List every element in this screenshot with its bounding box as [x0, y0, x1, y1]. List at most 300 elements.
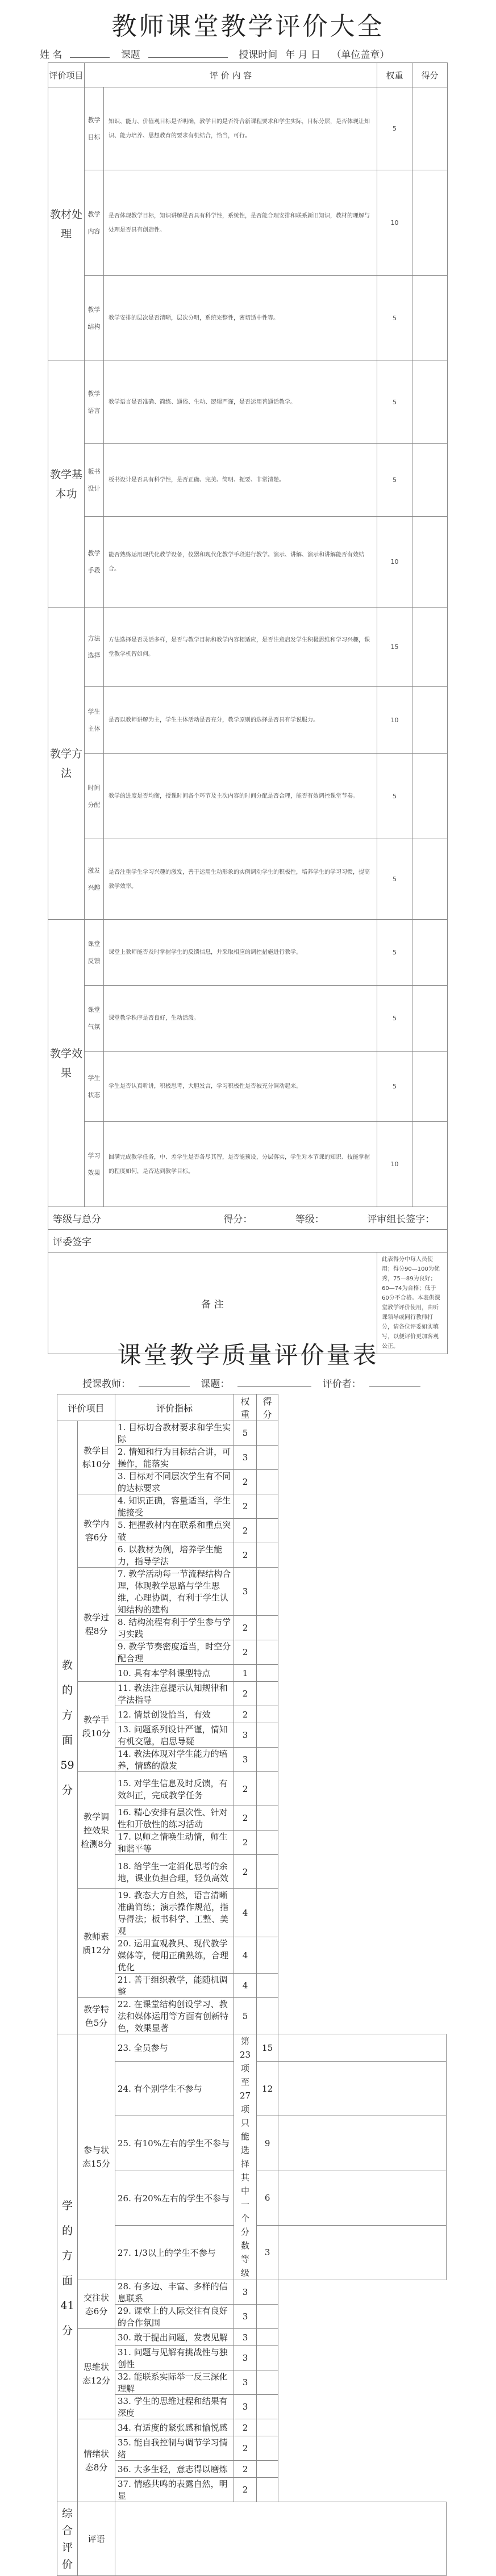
weight-value: 5 — [377, 986, 412, 1052]
score-cell[interactable] — [257, 1494, 278, 1519]
indicator-cell: 2. 情知和行为目标结合讲，可操作，能落实 — [115, 1446, 234, 1470]
sub-item: 学生状态 — [85, 1052, 104, 1122]
weight-value: 3 — [257, 2225, 278, 2280]
subject-label: 课题 — [120, 49, 140, 61]
remark-label: 备 注 — [48, 1253, 377, 1354]
indicator-cell: 1. 目标切合教材要求和学生实际 — [115, 1421, 234, 1446]
weight-value: 2 — [234, 1806, 257, 1831]
indicator-text: 情景创设恰当，有效 — [134, 1710, 211, 1720]
sub-item: 激发兴趣 — [85, 839, 104, 920]
indicator-text: 全员参与 — [134, 2043, 168, 2054]
weight-value: 3 — [234, 2370, 257, 2395]
indicator-cell: 24. 有个别学生不参与 — [115, 2062, 234, 2116]
section-name: 交往状态6分 — [78, 2280, 115, 2329]
score-cell[interactable] — [257, 2395, 278, 2419]
section-name: 教师素质12分 — [78, 1889, 115, 1998]
indicator-no: 37 — [118, 2479, 129, 2489]
indicator-cell: 26. 有20%左右的学生不参与 — [115, 2171, 234, 2225]
score-cell[interactable] — [257, 1421, 278, 1446]
indicator-cell: 34. 有适度的紧张感和愉悦感 — [115, 2419, 234, 2436]
score-cell[interactable] — [278, 2116, 447, 2171]
weight-value: 10 — [377, 1122, 412, 1207]
score-cell[interactable] — [278, 2225, 447, 2280]
table-row — [57, 1748, 447, 1772]
column-project: 评价项目 — [57, 1394, 115, 1421]
indicator-no: 17 — [118, 1832, 129, 1842]
section-name: 教学过程8分 — [78, 1568, 115, 1682]
indicator-no: 15 — [118, 1778, 129, 1788]
indicator-no: 20 — [118, 1938, 129, 1949]
score-cell[interactable] — [257, 1446, 278, 1470]
indicator-no: 9 — [118, 1641, 123, 1652]
score-cell[interactable] — [257, 2280, 278, 2305]
score-cell[interactable] — [257, 1616, 278, 1640]
indicator-text: 敢于提出问题，发表见解 — [134, 2332, 228, 2343]
indicator-no: 2 — [118, 1447, 123, 1457]
indicator-no: 1 — [118, 1422, 123, 1432]
score-cell[interactable] — [257, 1682, 278, 1706]
section-name: 教学内容6分 — [78, 1494, 115, 1568]
weight-value: 5 — [377, 276, 412, 361]
score-cell[interactable] — [257, 1772, 278, 1806]
table-row — [57, 2370, 447, 2395]
grade-row — [48, 1207, 448, 1230]
weight-value: 2 — [234, 2478, 257, 2502]
indicator-no: 36 — [118, 2464, 129, 2474]
table-row — [57, 1568, 447, 1616]
indicator-cell: 16. 精心安排有层次性、针对性和开放性的练习活动 — [115, 1806, 234, 1831]
weight-value: 2 — [234, 1682, 257, 1706]
indicator-no: 5 — [118, 1520, 123, 1530]
weight-value: 5 — [377, 1052, 412, 1122]
indicator-cell: 7. 教学活动每一节流程结构合理，体现教学思路与学生思维，心理协调，有利于学生认知结构的建构 — [115, 1568, 234, 1616]
criterion-text: 是否以教师讲解为主，学生主体活动是否充分，教学原则的选择是否具有学说服力。 — [104, 687, 377, 754]
table-row — [57, 1998, 447, 2034]
weight-value: 2 — [234, 2436, 257, 2461]
table-row — [57, 1519, 447, 1543]
indicator-no: 29 — [118, 2306, 129, 2316]
weight-value: 3 — [234, 2305, 257, 2329]
score-cell[interactable] — [257, 1543, 278, 1568]
criterion-text: 是否注重学生学习兴趣的激发，善于运用生动形象的实例调动学生的积极性，培养学生的学习习惯，提高教学效率。 — [104, 839, 377, 920]
score-cell[interactable] — [412, 920, 448, 986]
table-row — [57, 1889, 447, 1937]
score-cell[interactable] — [412, 170, 448, 276]
table-row — [57, 2329, 447, 2346]
weight-value: 5 — [377, 87, 412, 170]
criterion-text: 教学语言是否准确、简练、通俗、生动、逻辑严谨，是否运用普通话教学。 — [104, 361, 377, 444]
indicator-text: 以师之情唤生动情，师生和谐平等 — [118, 1832, 228, 1854]
indicator-no: 23 — [118, 2043, 129, 2054]
indicator-cell: 15. 对学生信息及时反馈，有效纠正，完成教学任务 — [115, 1772, 234, 1806]
indicator-no: 3 — [118, 1471, 123, 1481]
table-row — [57, 1640, 447, 1665]
indicator-cell: 3. 目标对不同层次学生有不同的达标要求 — [115, 1470, 234, 1494]
time-label: 授课时间 — [239, 49, 278, 61]
indicator-text: 有个别学生不参与 — [134, 2084, 202, 2095]
weight-value: 6 — [257, 2171, 278, 2225]
column-score: 得分 — [257, 1394, 278, 1421]
indicator-cell: 9. 教学节奏密度适当，时空分配合理 — [115, 1640, 234, 1665]
name-field[interactable] — [70, 57, 110, 58]
table-row — [57, 2478, 447, 2502]
indicator-text: 教法体现对学生能力的培养，情感的激发 — [118, 1749, 228, 1771]
weight-value: 5 — [234, 1998, 257, 2034]
indicator-no: 28 — [118, 2281, 129, 2292]
criterion-text: 教学安排的层次是否清晰，层次分明，系统完整性，密切适中性等。 — [104, 276, 377, 361]
indicator-cell: 23. 全员参与 — [115, 2034, 234, 2062]
indicator-text: 教法注意提示认知规律和学法指导 — [118, 1683, 228, 1705]
score-cell[interactable] — [257, 1889, 278, 1937]
weight-value: 2 — [234, 1855, 257, 1889]
table-row — [57, 1723, 447, 1748]
score-cell[interactable] — [257, 2329, 278, 2346]
indicator-cell: 8. 结构流程有利于学生参与学习实践 — [115, 1616, 234, 1640]
indicator-cell: 12. 情景创设恰当，有效 — [115, 1706, 234, 1723]
table-row — [57, 1616, 447, 1640]
teaching-evaluation-table — [48, 62, 448, 1354]
table-row — [57, 1494, 447, 1519]
indicator-no: 19 — [118, 1890, 129, 1900]
weight-value: 2 — [234, 1772, 257, 1806]
indicator-text: 有20%左右的学生不参与 — [134, 2193, 230, 2204]
weight-value: 10 — [377, 517, 412, 608]
indicator-text: 目标对不同层次学生有不同的达标要求 — [118, 1471, 231, 1493]
indicator-cell: 17. 以师之情唤生动情，师生和谐平等 — [115, 1831, 234, 1855]
score-cell[interactable] — [412, 276, 448, 361]
column-content: 评 价 内 容 — [85, 63, 377, 87]
score-cell[interactable] — [257, 2478, 278, 2502]
indicator-cell: 5. 把握教材内在联系和重点突破 — [115, 1519, 234, 1543]
score-cell[interactable] — [412, 361, 448, 444]
indicator-text: 有多边、丰富、多样的信息联系 — [118, 2281, 228, 2303]
score-cell[interactable] — [257, 1974, 278, 1998]
score-label: 得分： — [223, 1214, 253, 1225]
weight-value: 15 — [257, 2034, 278, 2062]
weight-value: 3 — [234, 2329, 257, 2346]
sub-item: 教学手段 — [85, 517, 104, 608]
indicator-no: 11 — [118, 1683, 129, 1693]
weight-value: 5 — [377, 754, 412, 839]
indicator-cell: 31. 问题与见解有挑战性与独创性 — [115, 2346, 234, 2370]
weight-value: 4 — [234, 1974, 257, 1998]
table-row — [57, 2305, 447, 2329]
summary-comment[interactable] — [115, 2502, 447, 2576]
indicator-no: 10 — [118, 1668, 129, 1678]
score-cell[interactable] — [412, 444, 448, 517]
table-row — [57, 1470, 447, 1494]
subject-field[interactable] — [148, 57, 228, 58]
indicator-text: 1/3以上的学生不参与 — [134, 2247, 216, 2258]
indicator-text: 目标切合教材要求和学生实际 — [118, 1422, 231, 1444]
group-name: 教材处理 — [48, 87, 85, 361]
indicator-text: 运用直观教具、现代教学媒体等，使用正确熟练，合理优化 — [118, 1938, 229, 1972]
indicator-cell: 18. 给学生一定消化思考的余地，课业负担合理，轻负高效 — [115, 1855, 234, 1889]
score-cell[interactable] — [257, 1831, 278, 1855]
summary-name: 综合评价 — [57, 2502, 78, 2576]
group-name: 教学方法 — [48, 608, 85, 920]
indicator-cell: 28. 有多边、丰富、多样的信息联系 — [115, 2280, 234, 2305]
score-cell[interactable] — [257, 2346, 278, 2370]
indicator-text: 问题系列设计严谨，情知有机交融，启思导疑 — [118, 1724, 228, 1746]
indicator-no: 33 — [118, 2396, 129, 2406]
weight-value: 3 — [234, 1446, 257, 1470]
score-cell[interactable] — [257, 2370, 278, 2395]
weight-value: 2 — [234, 1706, 257, 1723]
sub-item: 教学目标 — [85, 87, 104, 170]
indicator-no: 14 — [118, 1749, 129, 1759]
table-row — [57, 2419, 447, 2436]
section-name: 情绪状态8分 — [78, 2419, 115, 2502]
indicator-text: 结构流程有利于学生参与学习实践 — [118, 1617, 231, 1639]
sub-item: 课堂反馈 — [85, 920, 104, 986]
indicator-no: 26 — [118, 2193, 129, 2204]
indicator-no: 27 — [118, 2247, 129, 2258]
indicator-cell: 20. 运用直观教具、现代教学媒体等，使用正确熟练，合理优化 — [115, 1937, 234, 1974]
stamp-note: （单位盖章） — [331, 49, 390, 61]
section-name: 教学特色5分 — [78, 1998, 115, 2034]
indicator-no: 32 — [118, 2372, 129, 2382]
score-cell[interactable] — [257, 1748, 278, 1772]
indicator-cell: 27. 1/3以上的学生不参与 — [115, 2225, 234, 2280]
weight-value: 4 — [234, 1889, 257, 1937]
weight-value: 3 — [234, 2395, 257, 2419]
weight-value: 10 — [377, 170, 412, 276]
indicator-text: 有适度的紧张感和愉悦感 — [134, 2423, 228, 2433]
score-cell[interactable] — [257, 1665, 278, 1682]
indicator-no: 12 — [118, 1710, 129, 1720]
sub-item: 教学内容 — [85, 170, 104, 276]
form1-title: 教师课堂教学评价大全 — [111, 12, 385, 41]
indicator-cell: 4. 知识正确，容量适当，学生能接受 — [115, 1494, 234, 1519]
table-row — [57, 2346, 447, 2370]
score-cell[interactable] — [257, 1568, 278, 1616]
column-project: 评价项目 — [48, 63, 85, 87]
indicator-no: 35 — [118, 2437, 129, 2448]
weight-value: 2 — [234, 1543, 257, 1568]
weight-value: 3 — [234, 1748, 257, 1772]
weight-value: 5 — [377, 839, 412, 920]
weight-value: 2 — [234, 1831, 257, 1855]
weight-value: 2 — [234, 2461, 257, 2478]
sub-item: 教学语言 — [85, 361, 104, 444]
table-row — [57, 1421, 447, 1446]
score-cell[interactable] — [278, 2034, 447, 2062]
form1-header — [40, 47, 397, 61]
score-cell[interactable] — [257, 1998, 278, 2034]
table-row — [57, 1665, 447, 1682]
weight-value: 12 — [257, 2062, 278, 2116]
indicator-text: 问题与见解有挑战性与独创性 — [118, 2347, 228, 2369]
teacher-label: 授课教师： — [82, 1379, 131, 1390]
weight-value: 5 — [377, 361, 412, 444]
indicator-text: 精心安排有层次性、针对性和开放性的练习活动 — [118, 1807, 228, 1829]
weight-value: 5 — [377, 444, 412, 517]
indicator-cell: 37. 情感共鸣的表露自然，明显 — [115, 2478, 234, 2502]
indicator-text: 教学节奏密度适当，时空分配合理 — [118, 1641, 231, 1664]
indicator-text: 课堂上的人际交往有良好的合作氛围 — [118, 2306, 228, 2328]
indicator-cell: 19. 教态大方自然，语言清晰准确简练；演示操作规范，指导得法；板书科学、工整、美观 — [115, 1889, 234, 1937]
weight-value: 3 — [234, 1723, 257, 1748]
form2-header — [82, 1376, 428, 1390]
indicator-cell: 11. 教法注意提示认知规律和学法指导 — [115, 1682, 234, 1706]
indicator-text: 学生的思维过程和结果有深度 — [118, 2396, 228, 2418]
indicator-text: 教学活动每一节流程结构合理，体现教学思路与学生思维，心理协调，有利于学生认知结构的建构 — [118, 1569, 231, 1615]
criterion-text: 能否熟练运用现代化教学设备，仪器和现代化教学手段进行教学。演示、讲解、演示和讲解能否有效结合。 — [104, 517, 377, 608]
indicator-text: 对学生信息及时反馈，有效纠正，完成教学任务 — [118, 1778, 228, 1800]
weight-value: 5 — [234, 1421, 257, 1446]
subject-label: 课题： — [201, 1379, 230, 1390]
indicator-cell: 13. 问题系列设计严谨，情知有机交融，启思导疑 — [115, 1723, 234, 1748]
criterion-text: 学生是否认真听讲，积极思考，大胆发言，学习积极性是否被充分调动起来。 — [104, 1052, 377, 1122]
score-cell[interactable] — [257, 1723, 278, 1748]
criterion-text: 知识、能力、价值观目标是否明确，教学目的是否符合新课程要求和学生实际，目标分层，是否体现让知识、能力培养、思想教育的要求有机结合，恰当，可行。 — [104, 87, 377, 170]
indicator-text: 情知和行为目标结合讲，可操作，能落实 — [118, 1447, 231, 1469]
criterion-text: 是否体现教学目标，知识讲解是否具有科学性，系统性，是否能合理安排和联系新旧知识，教材的理解与处理是否具有创造性。 — [104, 170, 377, 276]
weight-value: 2 — [234, 2419, 257, 2436]
name-label: 姓 名 — [40, 49, 62, 61]
score-cell[interactable] — [257, 1806, 278, 1831]
weight-value: 2 — [234, 1640, 257, 1665]
indicator-cell: 25. 有10%左右的学生不参与 — [115, 2116, 234, 2171]
indicator-text: 大多生轻，意志得以磨炼 — [134, 2464, 228, 2474]
table-row — [57, 1772, 447, 1806]
score-cell[interactable] — [412, 754, 448, 839]
sub-item: 课堂气氛 — [85, 986, 104, 1052]
criterion-text: 课堂教学秩序是否良好，生动活泼。 — [104, 986, 377, 1052]
table-row — [57, 2436, 447, 2461]
grade-label: 等级与总分 — [53, 1214, 101, 1225]
score-cell[interactable] — [257, 1937, 278, 1974]
category-name: 学的方面41分 — [57, 2034, 78, 2502]
indicator-text: 知识正确，容量适当，学生能接受 — [118, 1496, 231, 1518]
indicator-text: 把握教材内在联系和重点突破 — [118, 1520, 231, 1542]
sub-item: 方法选择 — [85, 608, 104, 687]
score-cell[interactable] — [257, 1706, 278, 1723]
weight-value: 2 — [234, 1519, 257, 1543]
group-name: 教学效果 — [48, 920, 85, 1207]
table-row — [57, 2034, 447, 2062]
indicator-no: 16 — [118, 1807, 129, 1817]
score-cell[interactable] — [278, 2171, 447, 2225]
sub-item: 板书设计 — [85, 444, 104, 517]
score-cell[interactable] — [412, 87, 448, 170]
weight-value: 9 — [257, 2116, 278, 2171]
sub-item: 教学结构 — [85, 276, 104, 361]
indicator-cell: 14. 教法体现对学生能力的培养，情感的激发 — [115, 1748, 234, 1772]
sub-item: 学习效果 — [85, 1122, 104, 1207]
score-cell[interactable] — [257, 1855, 278, 1889]
level-label: 等级： — [295, 1214, 324, 1225]
indicator-no: 8 — [118, 1617, 123, 1627]
indicator-text: 在课堂结构创设学习、教法和媒体运用等方面有创新特色，效果显著 — [118, 1999, 229, 2033]
score-cell[interactable] — [412, 839, 448, 920]
score-cell[interactable] — [257, 2419, 278, 2436]
indicator-no: 13 — [118, 1724, 129, 1735]
indicator-no: 18 — [118, 1861, 129, 1871]
criterion-text: 板书设计是否具有科学性，是否正确、完美、简明、扼要、非常清楚。 — [104, 444, 377, 517]
table-row — [57, 1543, 447, 1568]
indicator-text: 教态大方自然，语言清晰准确简练；演示操作规范，指导得法；板书科学、工整、美观 — [118, 1890, 229, 1936]
table-row — [57, 1682, 447, 1706]
score-cell[interactable] — [278, 2062, 447, 2116]
indicator-no: 6 — [118, 1544, 123, 1555]
score-cell[interactable] — [412, 608, 448, 687]
table-row — [57, 1974, 447, 1998]
weight-value: 3 — [234, 2280, 257, 2305]
weight-value: 4 — [234, 1937, 257, 1974]
score-cell[interactable] — [257, 2436, 278, 2461]
indicator-cell: 10. 具有本学科课型特点 — [115, 1665, 234, 1682]
score-cell[interactable] — [412, 986, 448, 1052]
table-row — [57, 2461, 447, 2478]
score-cell[interactable] — [412, 1052, 448, 1122]
quality-evaluation-table — [57, 1394, 447, 2576]
score-cell[interactable] — [257, 2305, 278, 2329]
section-name: 教学手段10分 — [78, 1682, 115, 1772]
indicator-cell: 36. 大多生轻，意志得以磨炼 — [115, 2461, 234, 2478]
score-cell[interactable] — [412, 517, 448, 608]
indicator-text: 能联系实际举一反三深化理解 — [118, 2372, 228, 2394]
category-name: 教的方面59分 — [57, 1421, 78, 2034]
score-cell[interactable] — [257, 1640, 278, 1665]
column-weight: 权重 — [377, 63, 412, 87]
score-cell[interactable] — [257, 2461, 278, 2478]
indicator-cell: 30. 敢于提出问题，发表见解 — [115, 2329, 234, 2346]
form2-title: 课堂教学质量评价量表 — [117, 1341, 379, 1369]
score-cell[interactable] — [412, 1122, 448, 1207]
indicator-no: 22 — [118, 1999, 129, 2009]
weight-value: 2 — [234, 1494, 257, 1519]
score-cell[interactable] — [257, 1519, 278, 1543]
score-cell[interactable] — [412, 687, 448, 754]
table-row — [57, 1831, 447, 1855]
table-row — [57, 1446, 447, 1470]
indicator-cell: 32. 能联系实际举一反三深化理解 — [115, 2370, 234, 2395]
indicator-no: 4 — [118, 1496, 123, 1506]
weight-value: 10 — [377, 687, 412, 754]
date-field[interactable]: 年 月 日 — [285, 49, 321, 61]
summary-label: 评语 — [78, 2502, 115, 2576]
weight-value: 3 — [234, 1568, 257, 1616]
indicator-text: 情感共鸣的表露自然，明显 — [118, 2479, 228, 2501]
table-row — [57, 2280, 447, 2305]
indicator-cell: 22. 在课堂结构创设学习、教法和媒体运用等方面有创新特色，效果显著 — [115, 1998, 234, 2034]
table-row — [57, 1806, 447, 1831]
sub-item: 时间分配 — [85, 754, 104, 839]
indicator-no: 21 — [118, 1975, 129, 1985]
table-row — [57, 2395, 447, 2419]
score-cell[interactable] — [257, 1470, 278, 1494]
table-row — [57, 1855, 447, 1889]
weight-value: 5 — [377, 920, 412, 986]
reviewers-sign-label: 评委签字 — [48, 1230, 448, 1253]
indicator-text: 善于组织教学，能随机调整 — [118, 1975, 228, 1997]
summary-row — [57, 2502, 447, 2576]
criterion-text: 圆满完成教学任务，中、差学生是否各尽其智，是否能预设，分层落实，学生对本节课的知识、技能掌握的程度如何，是否达到教学目标。 — [104, 1122, 377, 1207]
selection-note: 第23项至27项只能选择其中一个分数等级 — [234, 2034, 257, 2280]
sub-item: 学生主体 — [85, 687, 104, 754]
indicator-no: 31 — [118, 2347, 129, 2357]
indicator-text: 具有本学科课型特点 — [134, 1668, 211, 1678]
indicator-no: 30 — [118, 2332, 129, 2343]
section-name: 参与状态15分 — [78, 2034, 115, 2280]
indicator-text: 能自我控制与调节学习情绪 — [118, 2437, 228, 2460]
weight-value: 3 — [234, 2346, 257, 2370]
table-row — [57, 1937, 447, 1974]
section-name: 教学目标10分 — [78, 1421, 115, 1494]
weight-value: 1 — [234, 1665, 257, 1682]
